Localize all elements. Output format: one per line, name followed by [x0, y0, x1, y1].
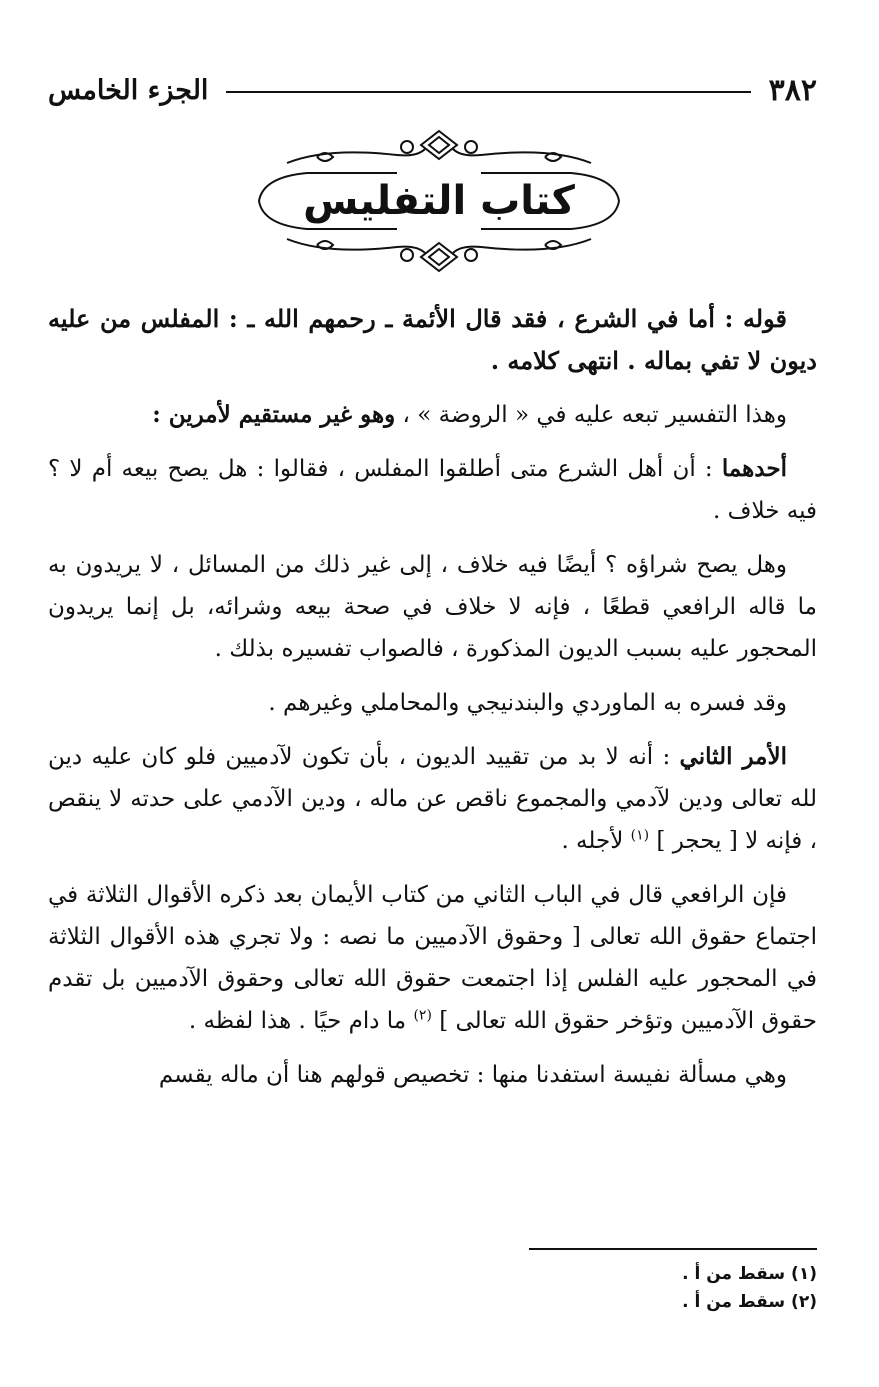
chapter-title-frame: [247, 125, 631, 275]
header-rule: [226, 91, 750, 93]
paragraph-7-text-a: فإن الرافعي قال في الباب الثاني من كتاب الأيمان بعد ذكره الأقوال الثلاثة في اجتماع حقوق الله تعالى [ وحقوق الآدميين ما نصه : ولا تجري هذه الأقوال الثلاثة في المحجور عليه الفلس إذا اجتمعت حقوق الله تعالى وحقوق الآدميين بل تقدم حقوق الآدميين وتؤخر حقوق الله تعالى ]: [48, 882, 817, 1034]
main-text: [48, 298, 817, 1108]
footnotes: [417, 1260, 817, 1316]
page-number: ٣٨٢: [768, 72, 817, 108]
paragraph-4: وهل يصح شراؤه ؟ أيضًا فيه خلاف ، إلى غير ذلك من المسائل ، لا يريدون به ما قاله الرافعي قطعًا ، فإنه لا خلاف في صحة بيعه وشرائه، بل إنما يريدون المحجور عليه بسبب الديون المذكورة ، فالصواب تفسيره بذلك .: [48, 552, 817, 662]
part-title: الجزء الخامس: [48, 74, 209, 106]
paragraph-7-text-b: ما دام حيًا . هذا لفظه .: [188, 1008, 414, 1034]
running-header: [48, 70, 817, 110]
paragraph-7: [48, 874, 817, 1042]
paragraph-2-text: وهذا التفسير تبعه عليه في « الروضة » ،: [395, 402, 787, 428]
footnote-ref-1[interactable]: (١): [630, 827, 650, 844]
paragraph-6-term: الأمر الثاني: [679, 743, 788, 770]
footnote-divider: [529, 1248, 817, 1250]
paragraph-2: [48, 394, 817, 436]
paragraph-3-text: : أن أهل الشرع متى أطلقوا المفلس ، فقالوا : هل يصح بيعه أم لا ؟ فيه خلاف .: [48, 456, 817, 524]
paragraph-6-text-b: لأجله .: [561, 828, 631, 854]
quoted-paragraph: قوله : أما في الشرع ، فقد قال الأئمة ـ رحمهم الله ـ : المفلس من عليه ديون لا تفي بماله . انتهى كلامه .: [48, 304, 817, 375]
paragraph-2-bold: وهو غير مستقيم لأمرين :: [152, 401, 396, 428]
footnote-1: (١) سقط من أ .: [682, 1264, 817, 1284]
paragraph-5: وقد فسره به الماوردي والبندنيجي والمحاملي وغيرهم .: [268, 690, 787, 716]
paragraph-3: [48, 448, 817, 532]
footnote-2: (٢) سقط من أ .: [682, 1292, 817, 1312]
footnote-ref-2[interactable]: (٢): [413, 1007, 432, 1024]
paragraph-8: وهي مسألة نفيسة استفدنا منها : تخصيص قولهم هنا أن ماله يقسم: [158, 1062, 787, 1088]
paragraph-3-term: أحدهما: [721, 455, 787, 482]
chapter-title: كتاب التفليس: [303, 178, 575, 224]
paragraph-6-text-a: : أنه لا بد من تقييد الديون ، بأن تكون لآدميين فلو كان عليه دين لله تعالى ودين لآدمي والمجموع ناقص عن ماله ، ودين الآدمي على حدته لا ينقص ، فإنه لا [ يحجر ]: [48, 744, 817, 854]
paragraph-6: [48, 736, 817, 862]
